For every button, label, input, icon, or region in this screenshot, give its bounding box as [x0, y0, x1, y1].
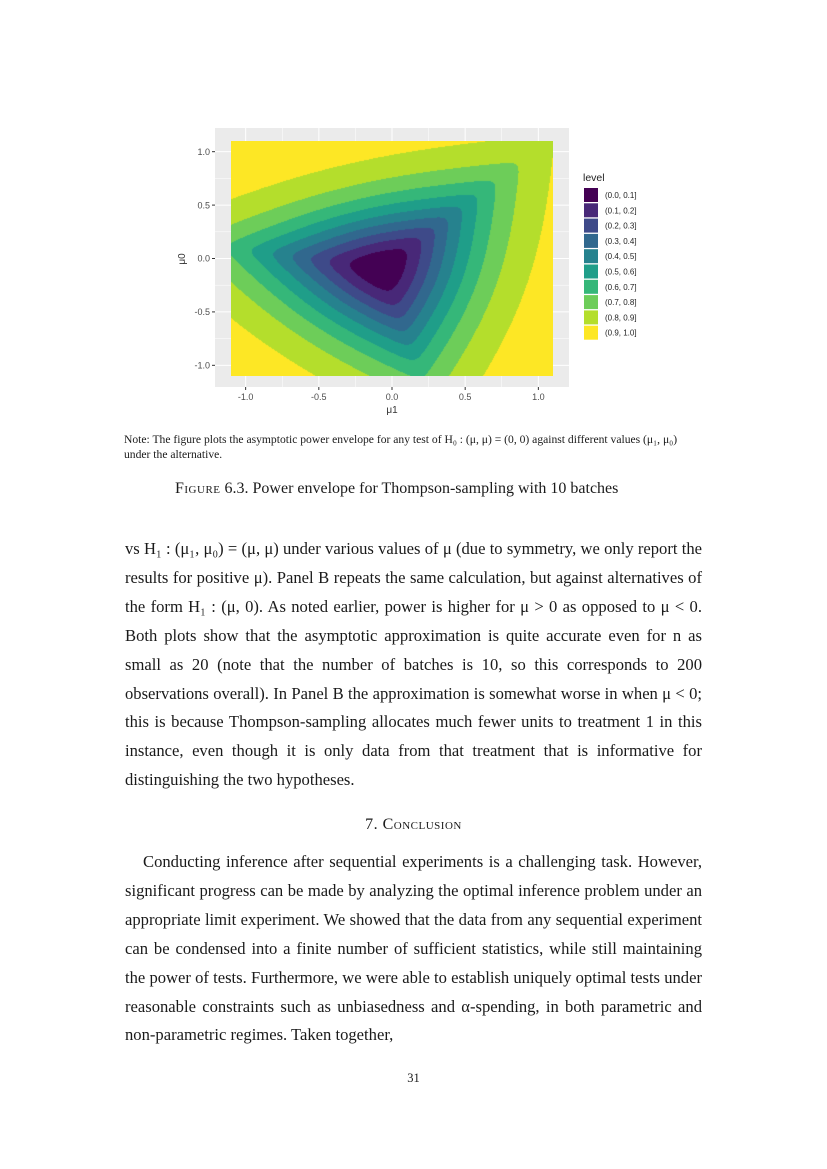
section-title: Conclusion — [382, 816, 462, 833]
x-axis-label: μ1 — [386, 405, 398, 416]
legend-label: (0.0, 0.1] — [605, 191, 637, 200]
figure-note: Note: The figure plots the asymptotic power envelope for any test of H₀ : (μ, μ) = (0, 0) against different values (μ₁, μ₀) under the alternative. — [124, 433, 678, 461]
legend-label: (0.5, 0.6] — [605, 267, 637, 277]
y-axis-ticks — [194, 147, 215, 371]
x-tick-label: 0.0 — [385, 392, 399, 402]
x-tick-label: 0.5 — [458, 392, 472, 402]
y-tick-label: 0.0 — [197, 253, 210, 264]
y-tick-label: 0.5 — [197, 200, 210, 211]
legend-label: (0.9, 1.0] — [605, 328, 637, 338]
legend-swatch — [584, 310, 598, 324]
legend-swatch — [584, 265, 598, 279]
caption-number: 6.3. — [224, 480, 249, 497]
legend-label: (0.8, 0.9] — [605, 313, 637, 323]
legend-swatch — [584, 295, 598, 309]
legend-swatch — [584, 219, 598, 233]
page-number: 31 — [407, 1071, 420, 1085]
contour-fill — [231, 141, 553, 376]
legend-label: (0.2, 0.3] — [605, 221, 637, 231]
section-number: 7. — [365, 816, 379, 833]
y-tick-label: -0.5 — [194, 307, 210, 318]
legend-label: (0.3, 0.4] — [605, 236, 637, 246]
paragraph-conclusion: Conducting inference after sequential experiments is a challenging task. However, significant progress can be made by analyzing the optimal inference problem under an appropriate limit experiment. We showed that the data from any sequential experiment can be condensed into a finite number of sufficient statistics, while still maintaining the power of tests. Furthermore, we were able to establish uniquely optimal tests under reasonable constraints such as unbiasedness and α-spending, in both parametric and non-parametric regimes. Taken together, — [125, 852, 702, 1045]
legend-swatch — [584, 326, 598, 340]
legend-swatch — [584, 280, 598, 294]
legend-label: (0.4, 0.5] — [605, 252, 637, 262]
x-tick-label: 1.0 — [532, 392, 545, 402]
legend-label: (0.6, 0.7] — [605, 282, 637, 292]
paragraph-results: vs H₁ : (μ₁, μ₀) = (μ, μ) under various values of μ (due to symmetry, we only report the results for positive μ). Panel B repeats the same calculation, but against alternatives of the form H₁ : (μ, 0). As noted earlier, power is higher for μ > 0 as opposed to μ < 0. Both plots show that the asymptotic approximation is quite accurate even for n as small as 20 (note that the number of batches is 10, so this corresponds to 200 observations overall). In Panel B the approximation is somewhat worse in when μ < 0; this is because Thompson-sampling allocates much fewer units to treatment 1 in this instance, even though it is only data from that treatment that is informative for distinguishing the two hypotheses. — [125, 539, 702, 790]
caption-label: Figure — [175, 480, 221, 497]
y-tick-label: 1.0 — [197, 146, 210, 157]
x-tick-label: -1.0 — [237, 392, 254, 402]
legend-swatch — [584, 203, 598, 217]
power-envelope-contour-plot — [170, 125, 660, 420]
legend-label: (0.1, 0.2] — [605, 206, 637, 216]
legend-label: (0.7, 0.8] — [605, 298, 637, 308]
legend — [584, 188, 637, 340]
caption-text: Power envelope for Thompson-sampling with 10 batches — [252, 480, 619, 497]
legend-title: level — [583, 172, 605, 184]
legend-swatch — [584, 188, 598, 202]
y-tick-label: -1.0 — [194, 360, 210, 371]
legend-swatch — [584, 234, 598, 248]
figure-caption — [175, 478, 655, 499]
x-axis-ticks — [238, 387, 545, 402]
legend-swatch — [584, 249, 598, 263]
section-heading — [0, 816, 827, 834]
x-tick-label: -0.5 — [311, 392, 327, 402]
y-axis-label: μ0 — [177, 253, 188, 265]
